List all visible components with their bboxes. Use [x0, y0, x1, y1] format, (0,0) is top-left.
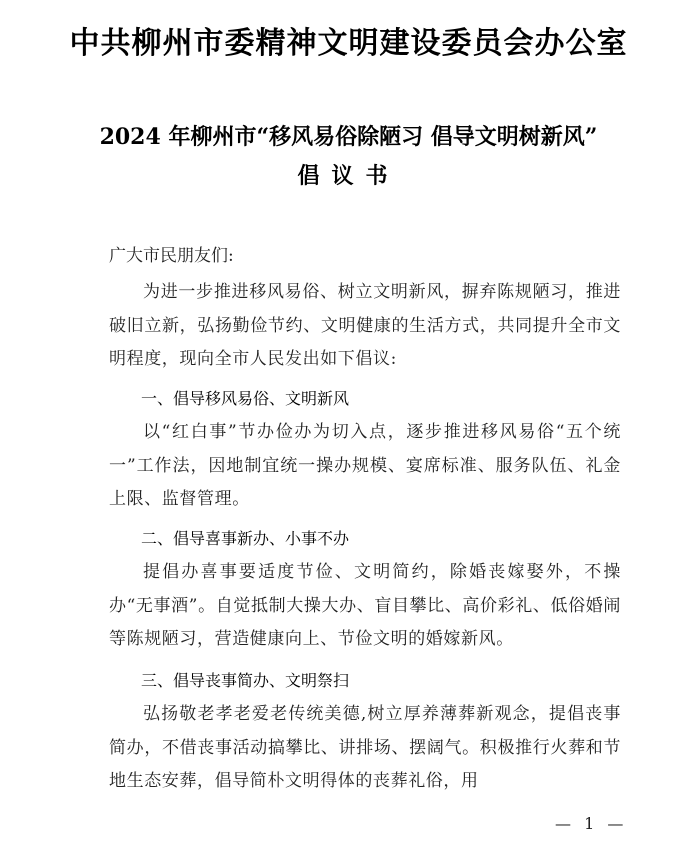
section-heading-2: 二、倡导喜事新办、小事不办: [141, 529, 350, 548]
greeting: 广大市民朋友们:: [109, 246, 234, 266]
intro-paragraph: 为进一步推进移风易俗、树立文明新风，摒弃陈规陋习，推进破旧立新，弘扬勤俭节约、文明健康的生活方式，共同提升全市文明程度，现向全市人民发出如下倡议:: [109, 282, 621, 370]
issuer-header: 中共柳州市委精神文明建设委员会办公室: [69, 26, 628, 61]
section-paragraph-2: 提倡办喜事要适度节俭、文明简约，除婚丧嫁娶外，不操办“无事酒”。自觉抵制大操大办、盲目攀比、高价彩礼、低俗婚闹等陈规陋习，营造健康向上、节俭文明的婚嫁新风。: [109, 562, 621, 650]
document-subtitle: 倡议书: [297, 163, 400, 189]
section-heading-1: 一、倡导移风易俗、文明新风: [141, 389, 350, 408]
section-paragraph-1: 以“红白事”节办俭办为切入点，逐步推进移风易俗“五个统一”工作法，因地制宜统一操办规模、宴席标准、服务队伍、礼金上限、监督管理。: [109, 422, 621, 510]
document-title: 2024 年柳州市“移风易俗除陋习 倡导文明树新风”: [99, 124, 598, 150]
section-heading-3: 三、倡导丧事简办、文明祭扫: [141, 671, 350, 690]
page-number: — 1 —: [555, 814, 628, 833]
section-paragraph-3: 弘扬敬老孝老爱老传统美德,树立厚养薄葬新观念，提倡丧事简办，不借丧事活动搞攀比、讲排场、摆阔气。积极推行火葬和节地生态安葬，倡导简朴文明得体的丧葬礼俗，用: [109, 704, 621, 792]
